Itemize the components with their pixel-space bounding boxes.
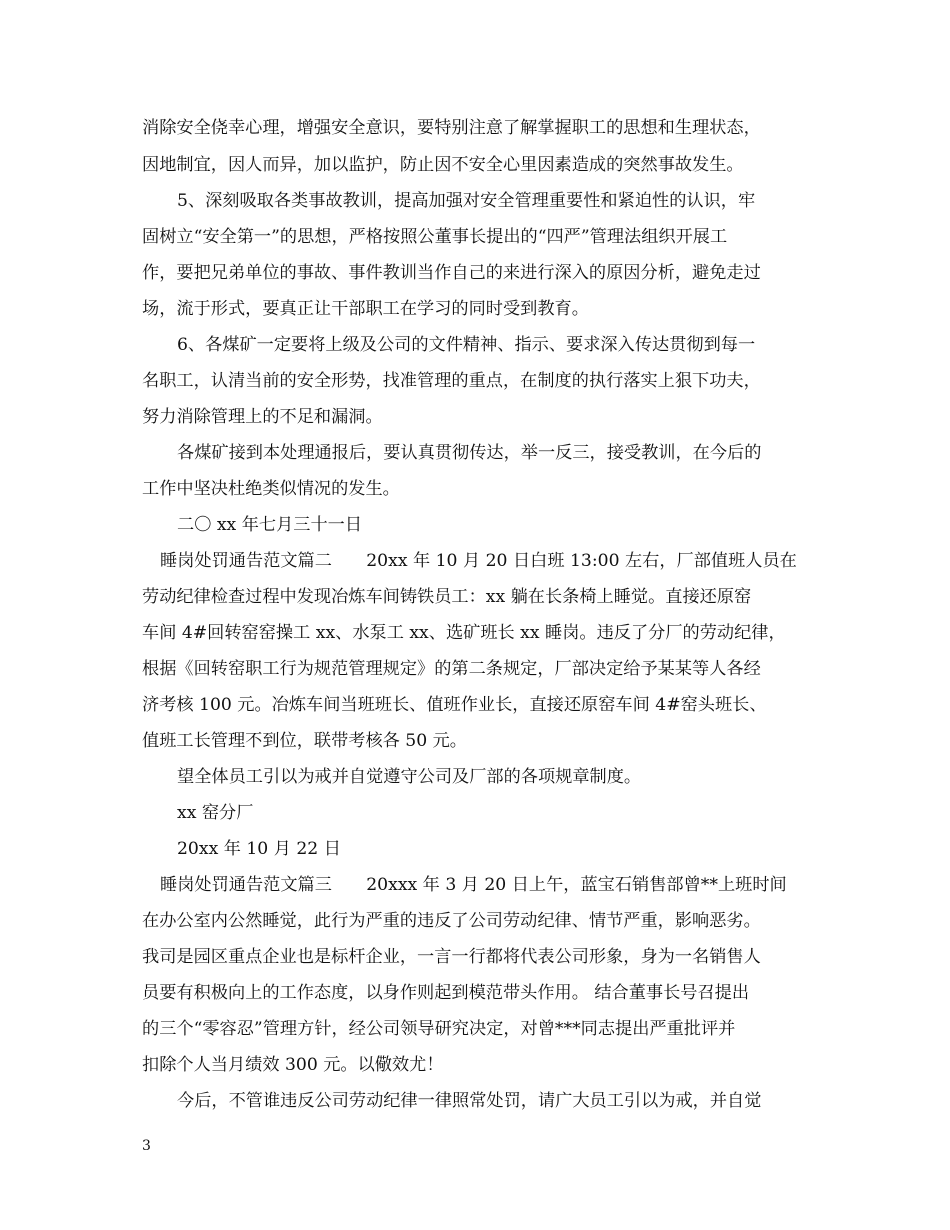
text-line: 因地制宜，因人而异，加以监护，防止因不安全心里因素造成的突然事故发生。 [142,155,744,175]
text-line: 我司是园区重点企业也是标杆企业，一言一行都将代表公司形象，身为一名销售人 [142,947,761,967]
text-line: 睡岗处罚通告范文篇二 20xx 年 10 月 20 日白班 13:00 左右，厂部值班人员在 [160,551,797,571]
text-line: 消除安全侥幸心理，增强安全意识，要特别注意了解掌握职工的思想和生理状态， [142,118,761,138]
text-line: 值班工长管理不到位，联带考核各 50 元。 [142,731,467,751]
text-line: 根据《回转窑职工行为规范管理规定》的第二条规定，厂部决定给予某某等人各经 [142,659,761,679]
text-line: 6、各煤矿一定要将上级及公司的文件精神、指示、要求深入传达贯彻到每一 [177,335,756,355]
text-line: 场，流于形式，要真正让干部职工在学习的同时受到教育。 [142,299,589,319]
text-line: 固树立“安全第一”的思想，严格按照公董事长提出的“四严”管理法组织开展工 [142,227,728,247]
text-line: 努力消除管理上的不足和漏洞。 [142,407,383,427]
page-number: 3 [142,1138,151,1154]
text-line: 扣除个人当月绩效 300 元。以儆效尤！ [142,1055,444,1075]
text-line: 望全体员工引以为戒并自觉遵守公司及厂部的各项规章制度。 [177,767,642,787]
date-line: 二〇 xx 年七月三十一日 [177,515,363,535]
text-line: 车间 4#回转窑窑操工 xx、水泵工 xx、选矿班长 xx 睡岗。违反了分厂的劳动纪律， [142,623,786,643]
signature-line: xx 窑分厂 [177,803,254,823]
text-line: 济考核 100 元。冶炼车间当班班长、值班作业长，直接还原窑车间 4#窑头班长、 [142,695,767,715]
text-line: 今后，不管谁违反公司劳动纪律一律照常处罚，请广大员工引以为戒，并自觉 [177,1091,762,1111]
text-line: 工作中坚决杜绝类似情况的发生。 [142,479,400,499]
text-line: 作，要把兄弟单位的事故、事件教训当作自己的来进行深入的原因分析，避免走过 [142,263,761,283]
text-line: 5、深刻吸取各类事故教训，提高加强对安全管理重要性和紧迫性的认识，牢 [177,191,756,211]
text-line: 在办公室内公然睡觉，此行为严重的违反了公司劳动纪律、情节严重，影响恶劣。 [142,911,761,931]
date-line: 20xx 年 10 月 22 日 [177,839,341,859]
text-line: 名职工，认清当前的安全形势，找准管理的重点，在制度的执行落实上狠下功夫， [142,371,761,391]
text-line: 睡岗处罚通告范文篇三 20xxx 年 3 月 20 日上午，蓝宝石销售部曾**上班时间 [160,875,787,895]
text-line: 的三个“零容忍”管理方针，经公司领导研究决定，对曾***同志提出严重批评并 [142,1019,736,1039]
text-line: 劳动纪律检查过程中发现冶炼车间铸铁员工：xx 躺在长条椅上睡觉。直接还原窑 [142,587,752,607]
text-line: 各煤矿接到本处理通报后，要认真贯彻传达，举一反三，接受教训，在今后的 [177,443,762,463]
text-line: 员要有积极向上的工作态度，以身作则起到模范带头作用。 结合董事长号召提出 [142,983,750,1003]
